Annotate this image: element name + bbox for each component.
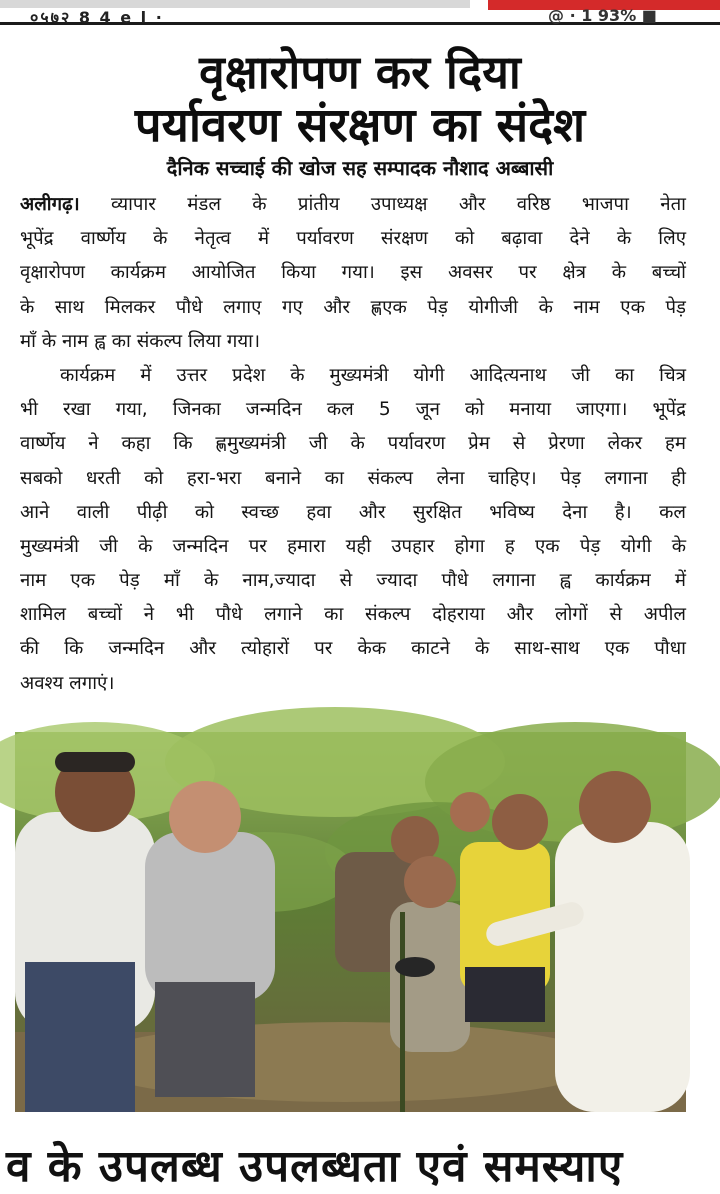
byline: दैनिक सच्चाई की खोज सह सम्पादक नौशाद अब्बासी (166, 156, 554, 180)
article-line: वृक्षारोपण कार्यक्रम आयोजित किया गया। इस अवसर पर क्षेत्र के बच्चों (20, 262, 686, 284)
article-line: नाम एक पेड़ माँ के नाम,ज्यादा से ज्यादा पौधे लगाना ह्व कार्यक्रम में (20, 570, 686, 592)
article-line (20, 188, 686, 222)
article-line: अवश्य लगाएं। (20, 672, 115, 694)
news-photo (15, 732, 686, 1112)
article-line: भी रखा गया, जिनका जन्मदिन कल 5 जून को मनाया जाएगा। भूपेंद्र (20, 399, 686, 421)
article-line: की कि जन्मदिन और त्योहारों पर केक काटने के साथ-साथ एक पौधा (20, 638, 686, 660)
article-line: आने वाली पीढ़ी को स्वच्छ हवा और सुरक्षित भविष्य देना है। कल (20, 501, 686, 523)
tree-planting-photo-icon (15, 732, 686, 1112)
next-headline-text: व के उपलब्ध उपलब्धता एवं समस्याए (6, 1141, 624, 1192)
article-line: कार्यक्रम में उत्तर प्रदेश के मुख्यमंत्री योगी आदित्यनाथ जी का चित्र (60, 364, 686, 386)
headline-line-2: पर्यावरण संरक्षण का संदेश (134, 98, 586, 153)
top-clipped-strip (0, 0, 720, 25)
article-body (20, 188, 686, 701)
article-line: के साथ मिलकर पौधे लगाए गए और ह्णएक पेड़ योगीजी के नाम एक पेड़ (20, 296, 686, 318)
dateline: अलीगढ़। (20, 194, 80, 215)
next-article-headline-clipped (0, 1124, 720, 1192)
article-line: सबको धरती को हरा-भरा बनाने का संकल्प लेना चाहिए। पेड़ लगाना ही (20, 467, 686, 489)
article-line: वार्ष्णेय ने कहा कि ह्णमुख्यमंत्री जी के पर्यावरण प्रेम से प्रेरणा लेकर हम (20, 433, 686, 455)
article-line: माँ के नाम ह्व का संकल्प लिया गया। (20, 330, 261, 352)
article-line: शामिल बच्चों ने भी पौधे लगाने का संकल्प दोहराया और लोगों से अपील (20, 604, 687, 626)
clipped-text-right: @ · 1 93% ■ (548, 6, 657, 25)
clipped-text-left: ०५७२ 8 4 e l · (30, 8, 164, 27)
headline-line-1: वृक्षारोपण कर दिया (199, 45, 521, 99)
article-text: व्यापार मंडल के प्रांतीय उपाध्यक्ष और वरिष्ठ भाजपा नेता (79, 194, 686, 215)
article-line: भूपेंद्र वार्ष्णेय के नेतृत्व में पर्यावरण संरक्षण को बढ़ावा देने के लिए (20, 228, 686, 250)
article-line: मुख्यमंत्री जी के जन्मदिन पर हमारा यही उपहार होगा ह एक पेड़ योगी के (20, 535, 686, 557)
